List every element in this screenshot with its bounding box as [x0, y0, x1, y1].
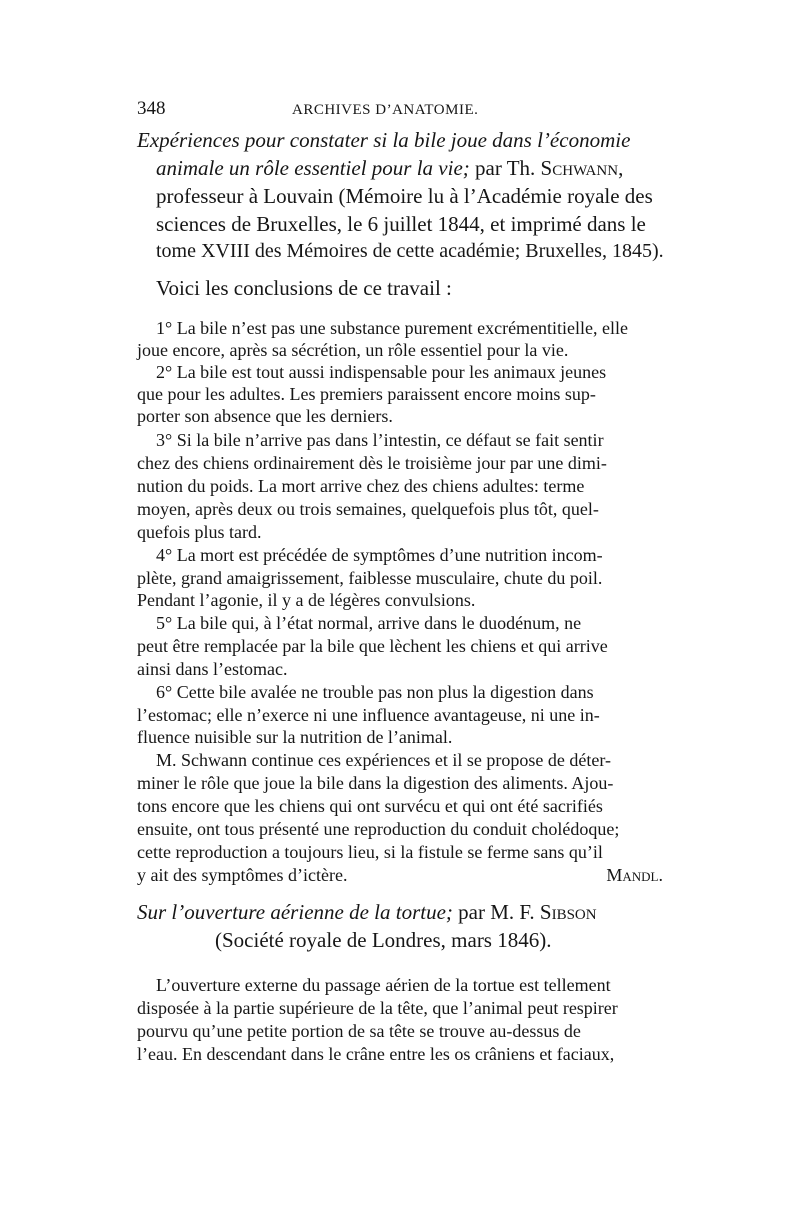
article1-title-line-2 — [156, 156, 663, 181]
body-line: plète, grand amaigrissement, faiblesse musculaire, chute du poil. — [137, 568, 603, 588]
body-line: 1° La bile n’est pas une substance purement excrémentitielle, elle — [156, 318, 629, 338]
article1-title-italic-1: Expériences pour constater si la bile joue dans l’économie — [137, 128, 631, 152]
body-line: 5° La bile qui, à l’état normal, arrive dans le duodénum, ne — [156, 613, 582, 633]
article2-title-italic: Sur l’ouverture aérienne de la tortue; — [137, 900, 453, 924]
body-line: joue encore, après sa sécrétion, un rôle essentiel pour la vie. — [137, 340, 569, 360]
body-line: Pendant l’agonie, il y a de légères convulsions. — [137, 590, 476, 610]
article1-author: Schwann — [540, 156, 619, 180]
body-line: tons encore que les chiens qui ont survécu et qui ont été sacrifiés — [137, 796, 603, 816]
article1-citation-line: tome XVIII des Mémoires de cette académie; Bruxelles, 1845). — [156, 240, 664, 262]
article1-author-comma: , — [618, 156, 624, 180]
body-line: quefois plus tard. — [137, 522, 262, 542]
page-number: 348 — [137, 98, 166, 119]
body-line: nution du poids. La mort arrive chez des chiens adultes: terme — [137, 476, 585, 496]
body-line: y ait des symptômes d’ictère. — [137, 865, 348, 885]
article2-subtitle: (Société royale de Londres, mars 1846). — [215, 928, 552, 952]
article2-title — [137, 900, 663, 925]
article2-author-prefix: par M. F. — [452, 900, 540, 924]
article1-author-prefix: par Th. — [469, 156, 541, 180]
article1-citation-line: professeur à Louvain (Mémoire lu à l’Académie royale des — [156, 184, 653, 208]
body-line: que pour les adultes. Les premiers paraissent encore moins sup- — [137, 384, 596, 404]
body-line: 6° Cette bile avalée ne trouble pas non plus la digestion dans — [156, 682, 594, 702]
signature: Mandl. — [606, 865, 663, 885]
body-line: miner le rôle que joue la bile dans la digestion des aliments. Ajou- — [137, 773, 614, 793]
body-line: 4° La mort est précédée de symptômes d’une nutrition incom- — [156, 545, 603, 565]
body-line: l’estomac; elle n’exerce ni une influence avantageuse, ni une in- — [137, 705, 600, 725]
body-line: porter son absence que les derniers. — [137, 406, 393, 426]
body-line: L’ouverture externe du passage aérien de la tortue est tellement — [156, 975, 611, 995]
body-last-line — [137, 865, 663, 886]
body-line: peut être remplacée par la bile que lèchent les chiens et qui arrive — [137, 636, 608, 656]
body-line: chez des chiens ordinairement dès le troisième jour par une dimi- — [137, 453, 607, 473]
body-line: disposée à la partie supérieure de la tête, que l’animal peut respirer — [137, 998, 618, 1018]
body-line: pourvu qu’une petite portion de sa tête se trouve au-dessus de — [137, 1021, 581, 1041]
body-line: ainsi dans l’estomac. — [137, 659, 288, 679]
body-line: moyen, après deux ou trois semaines, quelquefois plus tôt, quel- — [137, 499, 599, 519]
article2-author: Sibson — [539, 900, 597, 924]
body-line: cette reproduction a toujours lieu, si la fistule se ferme sans qu’il — [137, 842, 603, 862]
article1-intro: Voici les conclusions de ce travail : — [156, 276, 452, 300]
body-line: 2° La bile est tout aussi indispensable pour les animaux jeunes — [156, 362, 607, 382]
body-line: 3° Si la bile n’arrive pas dans l’intestin, ce défaut se fait sentir — [156, 430, 604, 450]
article1-title-line-1 — [137, 128, 663, 153]
body-line: l’eau. En descendant dans le crâne entre les os crâniens et faciaux, — [137, 1044, 615, 1064]
article1-title-italic-2: animale un rôle essentiel pour la vie; — [156, 156, 470, 180]
article1-citation-line: sciences de Bruxelles, le 6 juillet 1844, et imprimé dans le — [156, 212, 646, 236]
body-line: fluence nuisible sur la nutrition de l’animal. — [137, 727, 453, 747]
body-line: M. Schwann continue ces expériences et il se propose de déter- — [156, 750, 611, 770]
running-title: ARCHIVES D’ANATOMIE. — [292, 102, 479, 118]
body-line: ensuite, ont tous présenté une reproduction du conduit cholédoque; — [137, 819, 620, 839]
